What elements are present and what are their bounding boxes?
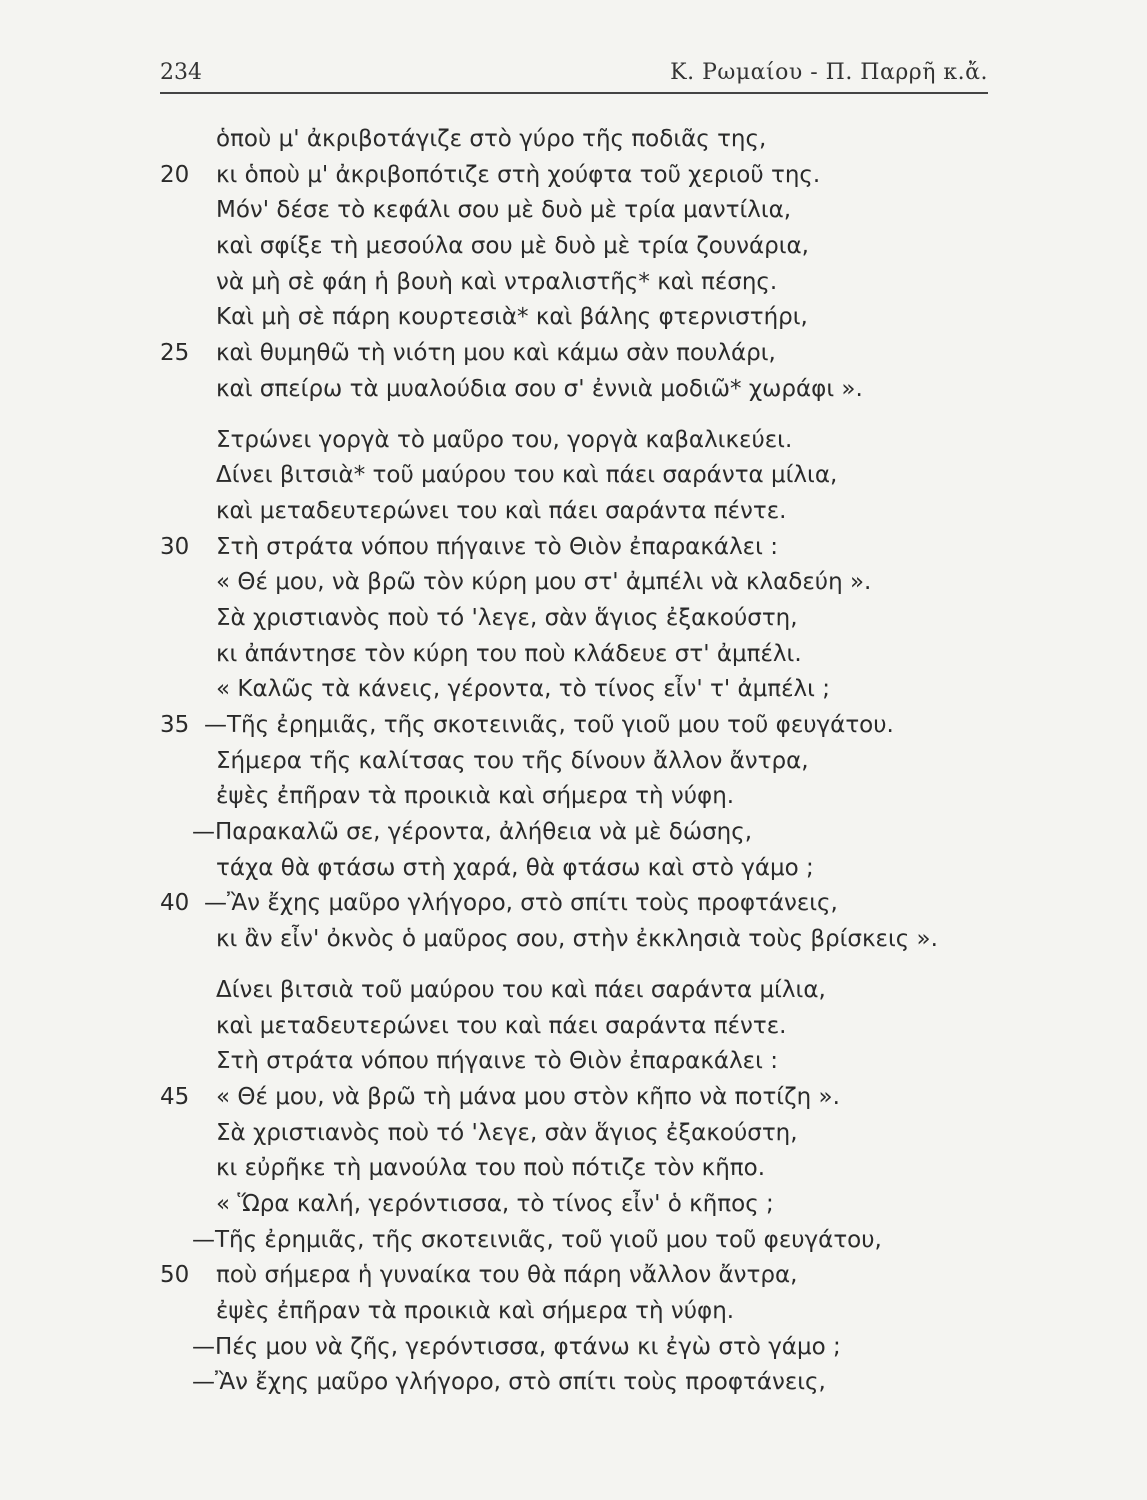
verse-line xyxy=(0,530,1147,566)
verse-text: καὶ μεταδευτερώνει του καὶ πάει σαράντα πέντε. xyxy=(216,497,787,524)
verse-line xyxy=(0,372,1147,408)
line-number: 30 xyxy=(160,533,190,560)
verse-text: Στὴ στράτα νόπου πήγαινε τὸ Θιὸν ἐπαρακάλει : xyxy=(216,1048,778,1075)
verse-line xyxy=(0,300,1147,336)
line-number: 25 xyxy=(160,340,190,367)
running-head xyxy=(160,56,988,92)
verse-line xyxy=(0,601,1147,637)
verse-text: καὶ θυμηθῶ τὴ νιότη μου καὶ κάμω σὰν πουλάρι, xyxy=(216,340,776,367)
verse-line xyxy=(0,1080,1147,1116)
verse-text: —Πές μου νὰ ζῆς, γερόντισσα, φτάνω κι ἐγὼ στὸ γάμο ; xyxy=(192,1333,841,1360)
verse-line xyxy=(0,1223,1147,1259)
verse-line xyxy=(0,886,1147,922)
verse-text: καὶ σπείρω τὰ μυαλούδια σου σ' ἐννιὰ μοδιῶ* χωράφι ». xyxy=(216,375,863,402)
verse-line xyxy=(0,458,1147,494)
header-rule xyxy=(160,92,988,94)
verse-text: ἐψὲς ἐπῆραν τὰ προικιὰ καὶ σήμερα τὴ νύφη. xyxy=(216,783,735,810)
verse-line xyxy=(0,229,1147,265)
verse-text: Σὰ χριστιανὸς ποὺ τό 'λεγε, σὰν ἅγιος ἐξακούστη, xyxy=(216,1119,798,1146)
verse-line xyxy=(0,158,1147,194)
verse-text: καὶ σφίξε τὴ μεσούλα σου μὲ δυὸ μὲ τρία ζουνάρια, xyxy=(216,233,809,260)
verse-text: Στὴ στράτα νόπου πήγαινε τὸ Θιὸν ἐπαρακάλει : xyxy=(216,533,778,560)
poem-text xyxy=(0,122,1147,1401)
verse-text: « Καλῶς τὰ κάνεις, γέροντα, τὸ τίνος εἶν' τ' ἀμπέλι ; xyxy=(216,676,831,703)
verse-line xyxy=(0,708,1147,744)
verse-text: ὁποὺ μ' ἀκριβοτάγιζε στὸ γύρο τῆς ποδιᾶς της, xyxy=(216,126,767,152)
verse-text: κι ἂν εἶν' ὀκνὸς ὁ μαῦρος σου, στὴν ἐκκλησιὰ τοὺς βρίσκεις ». xyxy=(216,926,938,953)
running-title: Κ. Ρωμαίου - Π. Παρρῆ κ.ἄ. xyxy=(670,60,988,85)
verse-line xyxy=(0,922,1147,958)
verse-line xyxy=(0,336,1147,372)
verse-text: « Ὥρα καλή, γερόντισσα, τὸ τίνος εἶν' ὁ κῆπος ; xyxy=(216,1190,774,1217)
line-number: 35 xyxy=(160,712,190,738)
verse-text: Στρώνει γοργὰ τὸ μαῦρο του, γοργὰ καβαλικεύει. xyxy=(216,426,793,453)
verse-line xyxy=(0,1009,1147,1045)
verse-text: κι εὐρῆκε τὴ μανούλα του ποὺ πότιζε τὸν κῆπο. xyxy=(216,1155,766,1182)
verse-text: κι ἀπάντησε τὸν κύρη του ποὺ κλάδευε στ' ἀμπέλι. xyxy=(216,640,802,667)
verse-line xyxy=(0,494,1147,530)
verse-text: νὰ μὴ σὲ φάη ἡ βουὴ καὶ ντραλιστῆς* καὶ πέσης. xyxy=(216,268,778,295)
verse-line xyxy=(0,565,1147,601)
line-number: 40 xyxy=(160,890,190,917)
verse-line xyxy=(0,423,1147,459)
verse-text: —Τῆς ἐρημιᾶς, τῆς σκοτεινιᾶς, τοῦ γιοῦ μου τοῦ φευγάτου. xyxy=(204,712,894,738)
verse-text: —Ἂν ἔχης μαῦρο γλήγορο, στὸ σπίτι τοὺς προφτάνεις, xyxy=(204,890,838,917)
verse-line xyxy=(0,1365,1147,1401)
line-number: 45 xyxy=(160,1083,190,1110)
verse-line xyxy=(0,973,1147,1009)
verse-text: ποὺ σήμερα ἡ γυναίκα του θὰ πάρη νἄλλον ἄντρα, xyxy=(216,1262,798,1289)
verse-text: —Παρακαλῶ σε, γέροντα, ἀλήθεια νὰ μὲ δώσης, xyxy=(192,819,753,846)
verse-text: —Ἂν ἔχης μαῦρο γλήγορο, στὸ σπίτι τοὺς προφτάνεις, xyxy=(192,1369,826,1396)
verse-text: « Θέ μου, νὰ βρῶ τὸν κύρη μου στ' ἀμπέλι νὰ κλαδεύη ». xyxy=(216,569,872,596)
verse-line xyxy=(0,1044,1147,1080)
verse-line xyxy=(0,779,1147,815)
verse-line xyxy=(0,851,1147,887)
verse-line xyxy=(0,1294,1147,1330)
verse-text: τάχα θὰ φτάσω στὴ χαρά, θὰ φτάσω καὶ στὸ γάμο ; xyxy=(216,854,814,881)
verse-text: κι ὁποὺ μ' ἀκριβοπότιζε στὴ χούφτα τοῦ χεριοῦ της. xyxy=(216,161,821,188)
verse-text: Σήμερα τῆς καλίτσας του τῆς δίνουν ἄλλον ἄντρα, xyxy=(216,747,809,774)
verse-text: Καὶ μὴ σὲ πάρη κουρτεσιὰ* καὶ βάλης φτερνιστήρι, xyxy=(216,304,808,331)
verse-line xyxy=(0,193,1147,229)
verse-line xyxy=(0,672,1147,708)
verse-line xyxy=(0,815,1147,851)
verse-text: « Θέ μου, νὰ βρῶ τὴ μάνα μου στὸν κῆπο νὰ ποτίζη ». xyxy=(216,1083,840,1110)
verse-text: Μόν' δέσε τὸ κεφάλι σου μὲ δυὸ μὲ τρία μαντίλια, xyxy=(216,197,792,224)
page-number: 234 xyxy=(160,60,202,85)
verse-text: Δίνει βιτσιὰ* τοῦ μαύρου του καὶ πάει σαράντα μίλια, xyxy=(216,462,838,489)
verse-line xyxy=(0,1151,1147,1187)
verse-line xyxy=(0,122,1147,158)
verse-line xyxy=(0,1187,1147,1223)
verse-line xyxy=(0,1116,1147,1152)
verse-text: ἐψὲς ἐπῆραν τὰ προικιὰ καὶ σήμερα τὴ νύφη. xyxy=(216,1298,735,1324)
verse-line xyxy=(0,1258,1147,1294)
verse-line xyxy=(0,1330,1147,1366)
line-number: 20 xyxy=(160,161,190,188)
verse-text: Σὰ χριστιανὸς ποὺ τό 'λεγε, σὰν ἅγιος ἐξακούστη, xyxy=(216,604,798,631)
verse-text: καὶ μεταδευτερώνει του καὶ πάει σαράντα πέντε. xyxy=(216,1012,787,1039)
verse-text: Δίνει βιτσιὰ τοῦ μαύρου του καὶ πάει σαράντα μίλια, xyxy=(216,976,826,1003)
verse-line xyxy=(0,265,1147,301)
verse-line xyxy=(0,637,1147,673)
line-number: 50 xyxy=(160,1262,190,1289)
verse-line xyxy=(0,744,1147,780)
verse-text: —Τῆς ἐρημιᾶς, τῆς σκοτεινιᾶς, τοῦ γιοῦ μου τοῦ φευγάτου, xyxy=(192,1226,882,1253)
